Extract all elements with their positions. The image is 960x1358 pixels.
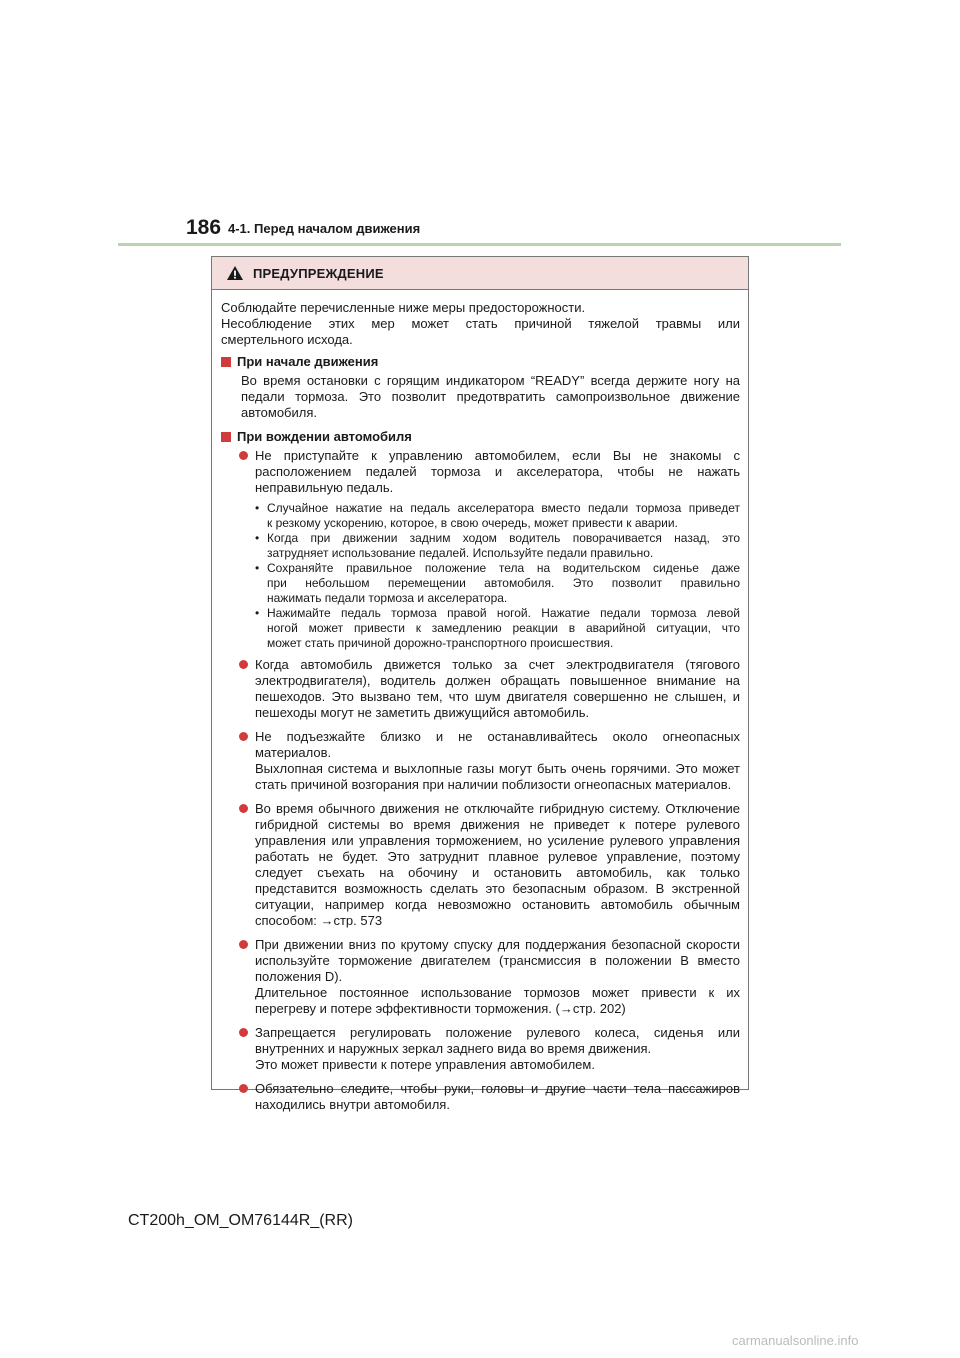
dot-bullet-icon: • — [255, 606, 260, 620]
text-line: При движении вниз по крутому спуску для поддержания безопасной скорости — [255, 937, 740, 952]
text-line: нажимать педали тормоза и акселератора. — [267, 591, 508, 605]
text-line: работать не будет. Это затруднит плавное рулевое управление, поэтому — [255, 849, 740, 864]
circle-bullet-icon — [239, 1084, 248, 1093]
circle-bullet-icon — [239, 1028, 248, 1037]
text-line: ногой может привести к замедлению реакции в аварийной ситуации, что — [267, 621, 740, 635]
bullet-item — [221, 801, 740, 929]
circle-bullet-icon — [239, 940, 248, 949]
text-line: управления или управления торможением, но усиление рулевого управления — [255, 833, 740, 848]
page-number: 186 — [186, 216, 222, 239]
text-line: пешеходы могут не заметить движущийся автомобиль. — [255, 705, 590, 720]
section-heading-driving — [221, 429, 740, 445]
dot-bullet-icon: • — [255, 501, 260, 515]
text-line: Когда автомобиль движется только за счет электродвигателя (тягового — [255, 657, 740, 672]
intro-line: смертельного исхода. — [221, 332, 353, 347]
text-line: следует съехать на обочину и остановить автомобиль, как только — [255, 865, 740, 880]
text-line: Случайное нажатие на педаль акселератора вместо педали тормоза приведет — [267, 501, 740, 515]
square-bullet-icon — [221, 357, 231, 367]
section-heading-start — [221, 354, 740, 370]
text-line: представится возможность сделать это безопасным образом. В экстренной — [255, 881, 740, 896]
watermark-text: carmanualsonline.info — [732, 1333, 859, 1348]
warning-header — [212, 257, 748, 290]
text-line: Когда при движении задним ходом водитель поворачивается назад, это — [267, 531, 740, 545]
text-line: расположением педалей тормоза и акселератора, чтобы не нажать — [255, 464, 740, 479]
text-line: способом: →стр. 573 — [255, 913, 383, 928]
text-line: внутренних и наружных зеркал заднего вида во время движения. — [255, 1041, 652, 1056]
text-line: Во время обычного движения не отключайте гибридную систему. Отключение — [255, 801, 740, 816]
section-heading-text: При вождении автомобиля — [237, 429, 412, 444]
text-line: Не подъезжайте близко и не останавливайтесь около огнеопасных материалов. — [255, 729, 740, 760]
square-bullet-icon — [221, 432, 231, 442]
intro-line: Соблюдайте перечисленные ниже меры предосторожности. — [221, 300, 586, 315]
document-code: CT200h_OM_OM76144R_(RR) — [128, 1212, 353, 1229]
bullet-item — [221, 937, 740, 1017]
warning-title: ПРЕДУПРЕЖДЕНИЕ — [253, 265, 384, 281]
sub-item — [221, 531, 740, 561]
text-line: используйте торможение двигателем (трансмиссия в положении B вместо — [255, 953, 740, 968]
text-line: стать причиной возгорания при наличии поблизости огнеопасных материалов. — [255, 777, 732, 792]
text-line: Выхлопная система и выхлопные газы могут быть очень горячими. Это может — [255, 761, 740, 776]
text-line: при небольшом перемещении автомобиля. Это позволит правильно — [267, 576, 740, 590]
text-line: педали тормоза. Это позволит предотвратить самопроизвольное движение — [241, 389, 740, 404]
text-line: Обязательно следите, чтобы руки, головы и другие части тела пассажиров — [255, 1081, 740, 1096]
text-line: гибридной системы во время движения не приведет к потере рулевого — [255, 817, 740, 832]
section-heading-text: При начале движения — [237, 354, 379, 369]
header-rule — [118, 243, 841, 246]
text-line: Длительное постоянное использование тормозов может привести к их — [255, 985, 740, 1000]
bullet-item — [221, 1025, 740, 1073]
sub-list — [221, 501, 740, 651]
circle-bullet-icon — [239, 451, 248, 460]
circle-bullet-icon — [239, 804, 248, 813]
text-line: электродвигателя), водитель должен обращать повышенное внимание на — [255, 673, 740, 688]
bullet-item — [221, 1081, 740, 1113]
text-line: может стать причиной дорожно-транспортного происшествия. — [267, 636, 614, 650]
section-start-text — [241, 373, 740, 421]
dot-bullet-icon: • — [255, 561, 260, 575]
text-line: Запрещается регулировать положение рулевого колеса, сиденья или — [255, 1025, 740, 1040]
text-line: к резкому ускорению, которое, в свою очередь, может привести к аварии. — [267, 516, 678, 530]
text-line: перегреву и потере эффективности торможения. (→стр. 202) — [255, 1001, 626, 1016]
text-line: Нажимайте педаль тормоза правой ногой. Нажатие педали тормоза левой — [267, 606, 740, 620]
bullet-item — [221, 729, 740, 793]
sub-item — [221, 561, 740, 606]
text-line: Во время остановки с горящим индикатором “READY” всегда держите ногу на — [241, 373, 740, 388]
section-title: 4-1. Перед началом движения — [228, 221, 421, 236]
text-line: ситуации, например когда невозможно остановить автомобиль обычным — [255, 897, 740, 912]
text-line: Это может привести к потере управления автомобилем. — [255, 1057, 595, 1072]
text-line: Не приступайте к управлению автомобилем, если Вы не знакомы с — [255, 448, 740, 463]
text-line: пешеходов. Это вызвано тем, что шум двигателя совершенно не слышен, и — [255, 689, 740, 704]
warning-box — [211, 256, 749, 1112]
bullet-item — [221, 448, 740, 496]
text-line: положения D). — [255, 969, 343, 984]
sub-item — [221, 606, 740, 651]
text-line: находились внутри автомобиля. — [255, 1097, 450, 1112]
circle-bullet-icon — [239, 660, 248, 669]
intro-line: Несоблюдение этих мер может стать причиной тяжелой травмы или — [221, 316, 740, 331]
circle-bullet-icon — [239, 732, 248, 741]
warning-triangle-icon — [226, 265, 244, 281]
dot-bullet-icon: • — [255, 531, 260, 545]
sub-item — [221, 501, 740, 531]
warning-body — [212, 290, 748, 1113]
text-line: неправильную педаль. — [255, 480, 394, 495]
text-line: автомобиля. — [241, 405, 318, 420]
text-line: затрудняет использование педалей. Используйте педали правильно. — [267, 546, 654, 560]
bullet-item — [221, 657, 740, 721]
text-line: Сохраняйте правильное положение тела на водительском сиденье даже — [267, 561, 740, 575]
